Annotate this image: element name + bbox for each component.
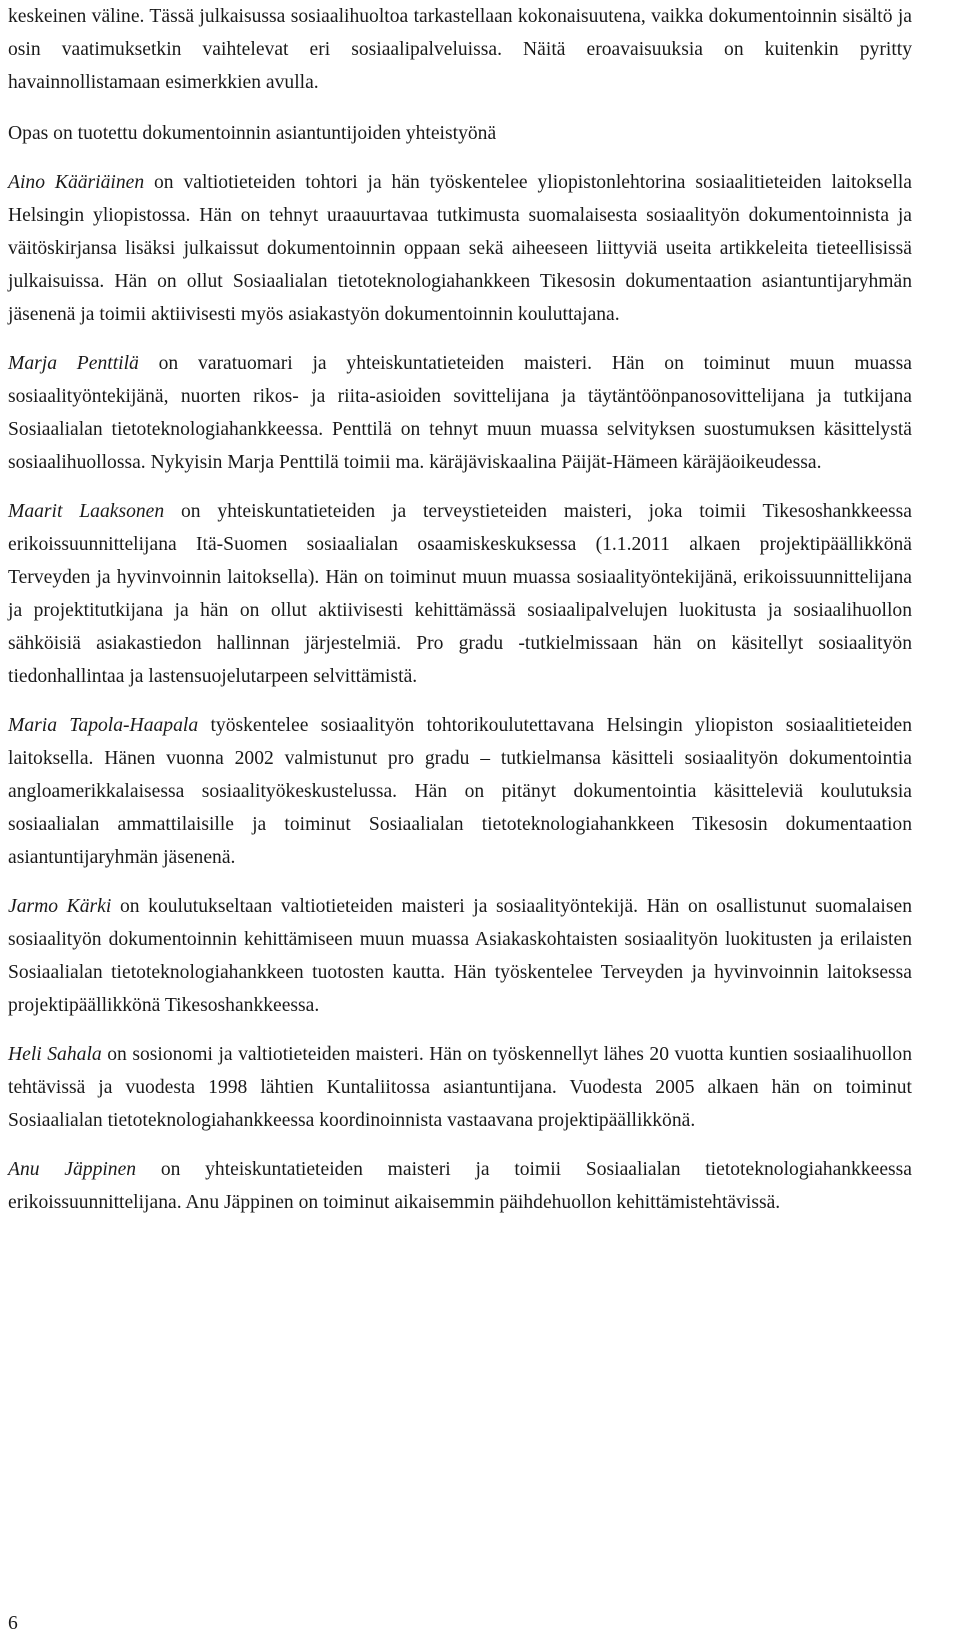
author-bio-text: on yhteiskuntatieteiden maisteri ja toimii Sosiaalialan tietoteknologiahankkeessa erikoissuunnittelijana. Anu Jäppinen on toiminut aikaisemmin päihdehuollon kehittämistehtävissä.	[8, 1159, 912, 1213]
author-name: Maarit Laaksonen	[8, 501, 165, 522]
author-name: Jarmo Kärki	[8, 896, 112, 917]
author-name: Heli Sahala	[8, 1044, 102, 1065]
author-bio-karki	[8, 890, 912, 1022]
page-number: 6	[8, 1613, 18, 1634]
author-bio-text: on varatuomari ja yhteiskuntatieteiden maisteri. Hän on toiminut muun muassa sosiaalityöntekijänä, nuorten rikos- ja riita-asioiden sovittelijana ja täytäntöönpanosovittelijana ja tutkijana Sosiaalialan tietoteknologiahankkeessa. Penttilä on tehnyt muun muassa selvityksen suostumuksen käsittelystä sosiaalihuollossa. Nykyisin Marja Penttilä toimii ma. käräjäviskaalina Päijät-Hämeen käräjäoikeudessa.	[8, 353, 913, 473]
author-name: Anu Jäppinen	[8, 1159, 137, 1180]
author-bio-laaksonen	[8, 495, 912, 693]
author-bio-tapola-haapala	[8, 709, 912, 874]
author-bio-kaariainen	[8, 166, 912, 331]
intro-paragraph: keskeinen väline. Tässä julkaisussa sosiaalihuoltoa tarkastellaan kokonaisuutena, vaikka dokumentoinnin sisältö ja osin vaatimuksetkin vaihtelevat eri sosiaalipalveluissa. Näitä eroavaisuuksia on kuitenkin pyritty havainnollistamaan esimerkkien avulla.	[8, 6, 912, 93]
author-bio-jappinen	[8, 1153, 912, 1219]
author-bio-text: on sosionomi ja valtiotieteiden maisteri. Hän on työskennellyt lähes 20 vuotta kuntien sosiaalihuollon tehtävissä ja vuodesta 1998 lähtien Kuntaliitossa asiantuntijana. Vuodesta 2005 alkaen hän on toiminut Sosiaalialan tietoteknologiahankkeessa koordinoinnista vastaavana projektipäällikkönä.	[8, 1044, 913, 1131]
author-bio-sahala	[8, 1038, 912, 1137]
author-bio-text: on koulutukseltaan valtiotieteiden maisteri ja sosiaalityöntekijä. Hän on osallistunut suomalaisen sosiaalityön dokumentoinnin kehittämiseen muun muassa Asiakaskohtaisten sosiaalityön luokitusten ja erilaisten Sosiaalialan tietoteknologiahankkeen tuotosten kautta. Hän työskentelee Terveyden ja hyvinvoinnin laitoksessa projektipäällikkönä Tikesoshankkeessa.	[8, 896, 912, 1016]
author-name: Aino Kääriäinen	[8, 172, 145, 193]
author-name: Marja Penttilä	[8, 353, 139, 374]
author-bio-text: on valtiotieteiden tohtori ja hän työskentelee yliopistonlehtorina sosiaalitieteiden laitoksella Helsingin yliopistossa. Hän on tehnyt uraauurtavaa tutkimusta suomalaisesta sosiaalityön dokumentoinnista ja väitöskirjansa lisäksi julkaissut dokumentoinnin oppaan sekä aiheeseen liittyviä useita artikkeleita tieteellisissä julkaisuissa. Hän on ollut Sosiaalialan tietoteknologiahankkeen Tikesosin dokumentaation asiantuntijaryhmän jäsenenä ja toimii aktiivisesti myös asiakastyön dokumentoinnin kouluttajana.	[8, 172, 912, 325]
section-heading: Opas on tuotettu dokumentoinnin asiantuntijoiden yhteistyönä	[8, 123, 497, 144]
document-body	[8, 0, 912, 1219]
author-bio-penttila	[8, 347, 912, 479]
author-bio-text: on yhteiskuntatieteiden ja terveystieteiden maisteri, joka toimii Tikesoshankkeessa erikoissuunnittelijana Itä-Suomen sosiaalialan osaamiskeskuksessa (1.1.2011 alkaen projektipäällikkönä Terveyden ja hyvinvoinnin laitoksella). Hän on toiminut muun muassa sosiaalityöntekijänä, erikoissuunnittelijana ja projektitutkijana ja hän on ollut aktiivisesti kehittämässä sosiaalipalvelujen luokitusta ja sosiaalihuollon sähköisiä asiakastiedon hallinnan järjestelmiä. Pro gradu -tutkielmissaan hän on käsitellyt sosiaalityön tiedonhallintaa ja lastensuojelutarpeen selvittämistä.	[8, 501, 912, 687]
author-bio-text: työskentelee sosiaalityön tohtorikoulutettavana Helsingin yliopiston sosiaalitieteiden laitoksella. Hänen vuonna 2002 valmistunut pro gradu – tutkielmansa käsitteli sosiaalityön dokumentointia angloamerikkalaisessa sosiaalityökeskustelussa. Hän on pitänyt dokumentointia käsitteleviä koulutuksia sosiaalialan ammattilaisille ja toiminut Sosiaalialan tietoteknologiahankkeen Tikesosin dokumentaation asiantuntijaryhmän jäsenenä.	[8, 715, 912, 868]
author-name: Maria Tapola-Haapala	[8, 715, 199, 736]
